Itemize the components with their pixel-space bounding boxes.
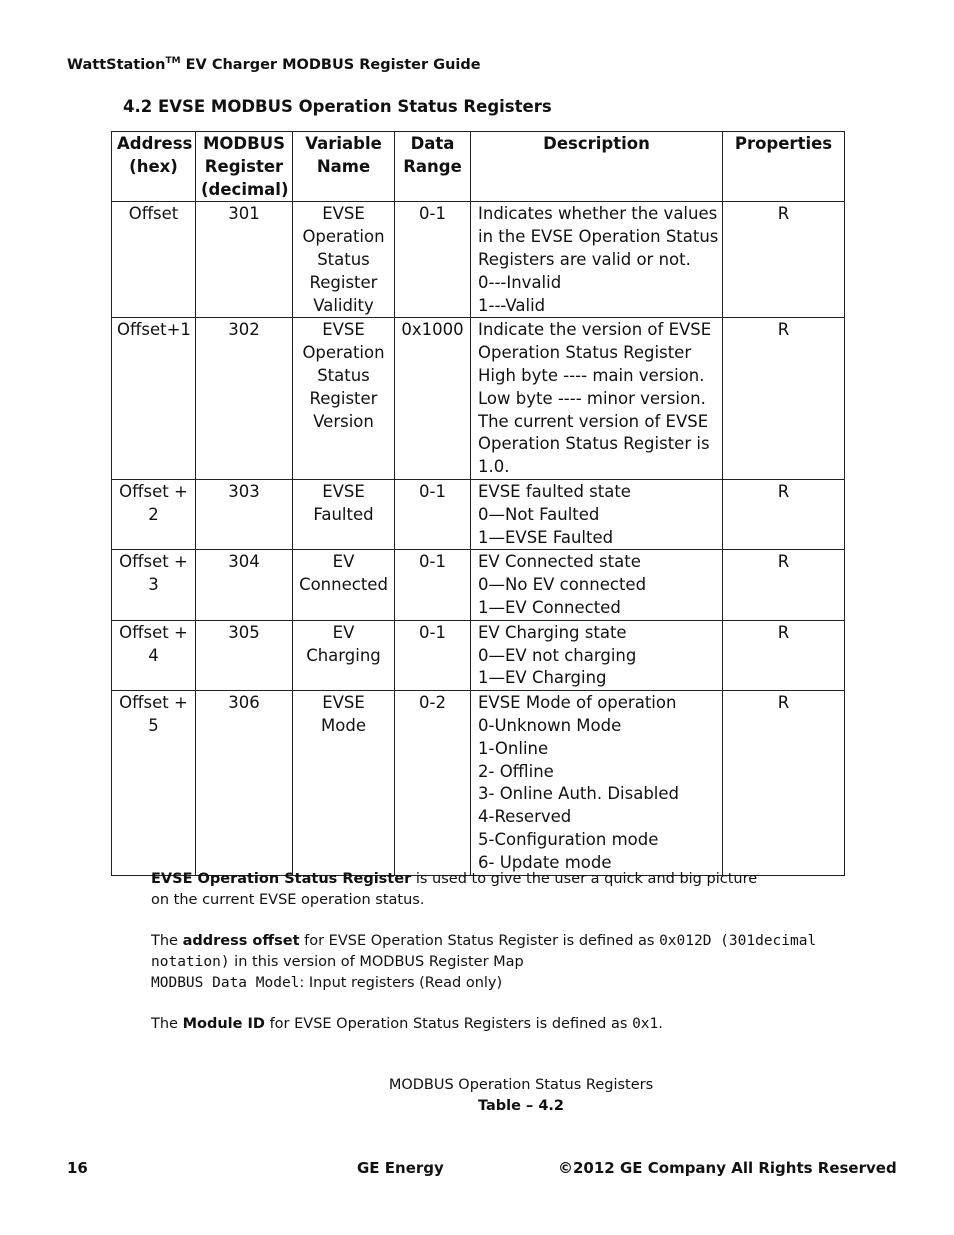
cell-line: Indicate the version of EVSE: [478, 320, 712, 340]
table-caption-title: MODBUS Operation Status Registers: [388, 1077, 654, 1093]
cell-line: 0---Invalid: [478, 272, 562, 292]
cell-line: 1.0.: [478, 457, 510, 477]
cell-line: Operation Status Register is: [478, 434, 710, 454]
cell-register: 306: [196, 691, 293, 875]
cell-line: Registers are valid or not.: [478, 249, 691, 269]
cell-line: Name: [316, 156, 371, 176]
cell-register: 303: [196, 479, 293, 549]
cell-line: Validity: [313, 295, 374, 315]
table-row: [112, 550, 845, 620]
cell-line: Register: [204, 156, 284, 176]
cell-address: [112, 202, 196, 318]
cell-line: MODBUS: [202, 134, 285, 153]
paragraph-register-purpose: EVSE Operation Status Register is used to give the user a quick and big picture on the current EVSE operation status.: [151, 871, 758, 908]
cell-address: [112, 620, 196, 690]
table-header-row: [112, 132, 845, 202]
cell-variable-name: [293, 479, 395, 549]
cell-line: Range: [403, 156, 462, 176]
cell-line: Description: [543, 134, 650, 153]
cell-line: 2- Offline: [478, 761, 554, 781]
cell-address: [112, 550, 196, 620]
table-row: [112, 318, 845, 480]
column-header-properties: [723, 132, 845, 202]
cell-description: [471, 550, 723, 620]
cell-line: Register: [309, 388, 378, 408]
cell-line: 5-Configuration mode: [478, 829, 659, 849]
cell-line: (hex): [129, 156, 178, 176]
cell-line: EVSE faulted state: [478, 481, 631, 501]
cell-line: Properties: [734, 134, 833, 153]
cell-line: Version: [313, 411, 374, 431]
cell-properties: R: [723, 550, 845, 620]
cell-register: 304: [196, 550, 293, 620]
cell-line: 4-Reserved: [478, 807, 572, 827]
column-header-register: [196, 132, 293, 202]
cell-line: EV Connected state: [478, 552, 641, 572]
cell-data-range: 0-1: [395, 550, 471, 620]
cell-line: Status: [317, 365, 370, 385]
cell-line: Operation Status Register: [478, 343, 692, 363]
cell-line: Offset+1: [117, 320, 191, 340]
cell-line: Indicates whether the values: [478, 204, 718, 224]
cell-line: EV Charging state: [478, 622, 627, 642]
column-header-variable-name: [293, 132, 395, 202]
cell-line: 0—EV not charging: [478, 645, 637, 665]
table-row: [112, 620, 845, 690]
cell-address: [112, 318, 196, 480]
cell-data-range: 0x1000: [395, 318, 471, 480]
column-header-description: [471, 132, 723, 202]
cell-line: EV: [332, 552, 355, 572]
cell-description: [471, 202, 723, 318]
cell-line: 0—No EV connected: [478, 575, 647, 595]
cell-line: Charging: [306, 645, 381, 665]
cell-data-range: 0-1: [395, 202, 471, 318]
cell-line: EVSE Mode of operation: [478, 693, 677, 713]
cell-line: Connected: [299, 575, 388, 595]
cell-properties: R: [723, 691, 845, 875]
table-row: [112, 691, 845, 875]
cell-line: 1—EVSE Faulted: [478, 527, 614, 547]
cell-line: Offset +: [119, 693, 188, 713]
column-header-address: [112, 132, 196, 202]
cell-line: EVSE: [322, 481, 365, 501]
cell-line: Offset: [128, 204, 179, 224]
cell-line: Variable: [305, 134, 382, 153]
cell-properties: R: [723, 202, 845, 318]
cell-line: Low byte ---- minor version.: [478, 388, 706, 408]
cell-line: 4: [148, 645, 159, 665]
cell-line: Mode: [321, 715, 366, 735]
cell-data-range: 0-2: [395, 691, 471, 875]
cell-variable-name: [293, 202, 395, 318]
paragraph-module-id: The Module ID for EVSE Operation Status Registers is defined as 0x1.: [151, 1016, 663, 1032]
cell-line: EVSE: [322, 320, 365, 340]
cell-line: Faulted: [313, 504, 374, 524]
cell-description: [471, 479, 723, 549]
cell-line: Address: [117, 134, 193, 153]
table-caption-number: Table – 4.2: [477, 1098, 565, 1114]
cell-line: Offset +: [119, 622, 188, 642]
column-header-data-range: [395, 132, 471, 202]
cell-line: Offset +: [119, 552, 188, 572]
cell-line: 3: [148, 575, 159, 595]
section-heading: 4.2 EVSE MODBUS Operation Status Registers: [123, 97, 552, 116]
cell-register: 302: [196, 318, 293, 480]
register-table: [111, 131, 845, 876]
cell-data-range: 0-1: [395, 479, 471, 549]
cell-description: [471, 620, 723, 690]
cell-line: 1---Valid: [478, 295, 546, 315]
cell-line: Register: [309, 272, 378, 292]
footer-company: GE Energy: [357, 1159, 444, 1177]
cell-line: EVSE: [322, 693, 365, 713]
cell-line: EV: [332, 622, 355, 642]
cell-line: Operation: [302, 227, 385, 247]
cell-properties: R: [723, 620, 845, 690]
cell-properties: R: [723, 318, 845, 480]
trademark-sup: TM: [165, 56, 181, 66]
cell-line: in the EVSE Operation Status: [478, 227, 719, 247]
table-row: [112, 479, 845, 549]
table-row: [112, 202, 845, 318]
cell-register: 301: [196, 202, 293, 318]
cell-line: Data: [410, 134, 455, 153]
cell-register: 305: [196, 620, 293, 690]
cell-line: EVSE: [322, 204, 365, 224]
cell-line: Offset +: [119, 481, 188, 501]
cell-line: Operation: [302, 343, 385, 363]
cell-line: 3- Online Auth. Disabled: [478, 784, 680, 804]
cell-line: High byte ---- main version.: [478, 365, 705, 385]
cell-line: 0—Not Faulted: [478, 504, 600, 524]
cell-address: [112, 479, 196, 549]
cell-line: 0-Unknown Mode: [478, 715, 622, 735]
cell-line: The current version of EVSE: [478, 411, 709, 431]
cell-variable-name: [293, 550, 395, 620]
cell-line: 1—EV Connected: [478, 597, 621, 617]
cell-description: [471, 691, 723, 875]
paragraph-address-offset: The address offset for EVSE Operation Status Register is defined as 0x012D (301decimal notation) in this version of MODBUS Register Map MODBUS Data Model: Input registers (Read only): [151, 933, 817, 991]
footer-copyright: ©2012 GE Company All Rights Reserved: [558, 1159, 897, 1177]
cell-line: 6- Update mode: [478, 852, 612, 872]
cell-description: [471, 318, 723, 480]
cell-line: 5: [148, 715, 159, 735]
cell-data-range: 0-1: [395, 620, 471, 690]
cell-line: 1-Online: [478, 738, 549, 758]
footer-page-number: 16: [67, 1159, 88, 1177]
cell-variable-name: [293, 620, 395, 690]
cell-variable-name: [293, 318, 395, 480]
page-header-title: WattStation™ EV Charger MODBUS Register Guide: [67, 56, 481, 73]
cell-variable-name: [293, 691, 395, 875]
cell-line: Status: [317, 249, 370, 269]
cell-line: (decimal): [201, 179, 289, 199]
cell-address: [112, 691, 196, 875]
cell-line: 2: [148, 504, 159, 524]
cell-line: 1—EV Charging: [478, 668, 607, 688]
cell-properties: R: [723, 479, 845, 549]
